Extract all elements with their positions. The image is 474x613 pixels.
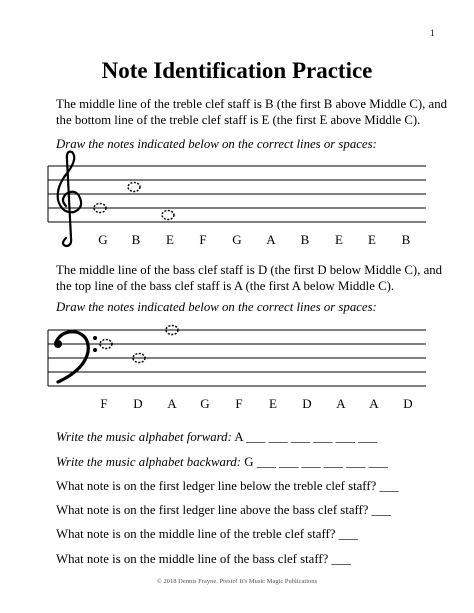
bass-staff <box>48 330 426 386</box>
note-name: B <box>131 232 141 247</box>
note-name: F <box>199 232 207 247</box>
question-treble-middle[interactable]: What note is on the middle line of the treble clef staff? ___ <box>56 527 358 541</box>
answer-blank[interactable]: A ___ ___ ___ ___ ___ ___ <box>234 430 378 444</box>
treble-instruction: Draw the notes indicated below on the correct lines or spaces: <box>56 137 377 151</box>
note-name: E <box>166 232 174 247</box>
note-name: A <box>369 396 379 411</box>
note-name: G <box>98 232 108 247</box>
page-title: Note Identification Practice <box>101 58 373 83</box>
answer-blank[interactable]: G ___ ___ ___ ___ ___ ___ <box>244 455 388 469</box>
note-name: A <box>336 396 346 411</box>
note-name: E <box>335 232 343 247</box>
note-name: B <box>401 232 411 247</box>
bass-instruction: Draw the notes indicated below on the correct lines or spaces: <box>56 300 377 314</box>
note-name: F <box>235 396 243 411</box>
question-alphabet-backward <box>56 455 388 470</box>
page-number: 1 <box>430 28 435 38</box>
bass-clef-icon <box>54 332 97 382</box>
note-name: A <box>266 232 276 247</box>
whole-note-icon <box>128 183 140 192</box>
note-name: B <box>300 232 310 247</box>
question-treble-ledger[interactable]: What note is on the first ledger line below the treble clef staff? ___ <box>56 479 399 493</box>
note-name: E <box>368 232 376 247</box>
treble-intro-line: The middle line of the treble clef staff is B (the first B above Middle C), and <box>56 97 448 111</box>
bass-intro <box>56 262 443 294</box>
note-name: G <box>200 396 210 411</box>
question-bass-ledger[interactable]: What note is on the first ledger line above the bass clef staff? ___ <box>56 503 391 517</box>
note-name: D <box>403 396 413 411</box>
treble-intro-line: the bottom line of the treble clef staff is E (the first E above Middle C). <box>56 113 421 127</box>
note-name: D <box>302 396 312 411</box>
question-prompt: Write the music alphabet backward: <box>56 455 242 469</box>
question-bass-middle[interactable]: What note is on the middle line of the bass clef staff? ___ <box>56 552 351 566</box>
note-name: F <box>100 396 108 411</box>
question-alphabet-forward <box>56 430 377 445</box>
treble-staff <box>48 166 426 222</box>
whole-note-icon <box>162 211 174 220</box>
note-name: E <box>269 396 277 411</box>
note-name: A <box>167 396 177 411</box>
treble-example-notes <box>94 183 174 220</box>
bass-intro-line: the top line of the bass clef staff is A (the first A below Middle C). <box>56 279 395 293</box>
question-prompt: Write the music alphabet forward: <box>56 430 232 444</box>
note-name: G <box>232 232 242 247</box>
note-name: D <box>133 396 143 411</box>
copyright-footer: © 2018 Dennis Frayne. Presto! It's Music Magic Publications <box>156 578 318 585</box>
bass-intro-line: The middle line of the bass clef staff is D (the first D below Middle C), and <box>56 263 443 277</box>
